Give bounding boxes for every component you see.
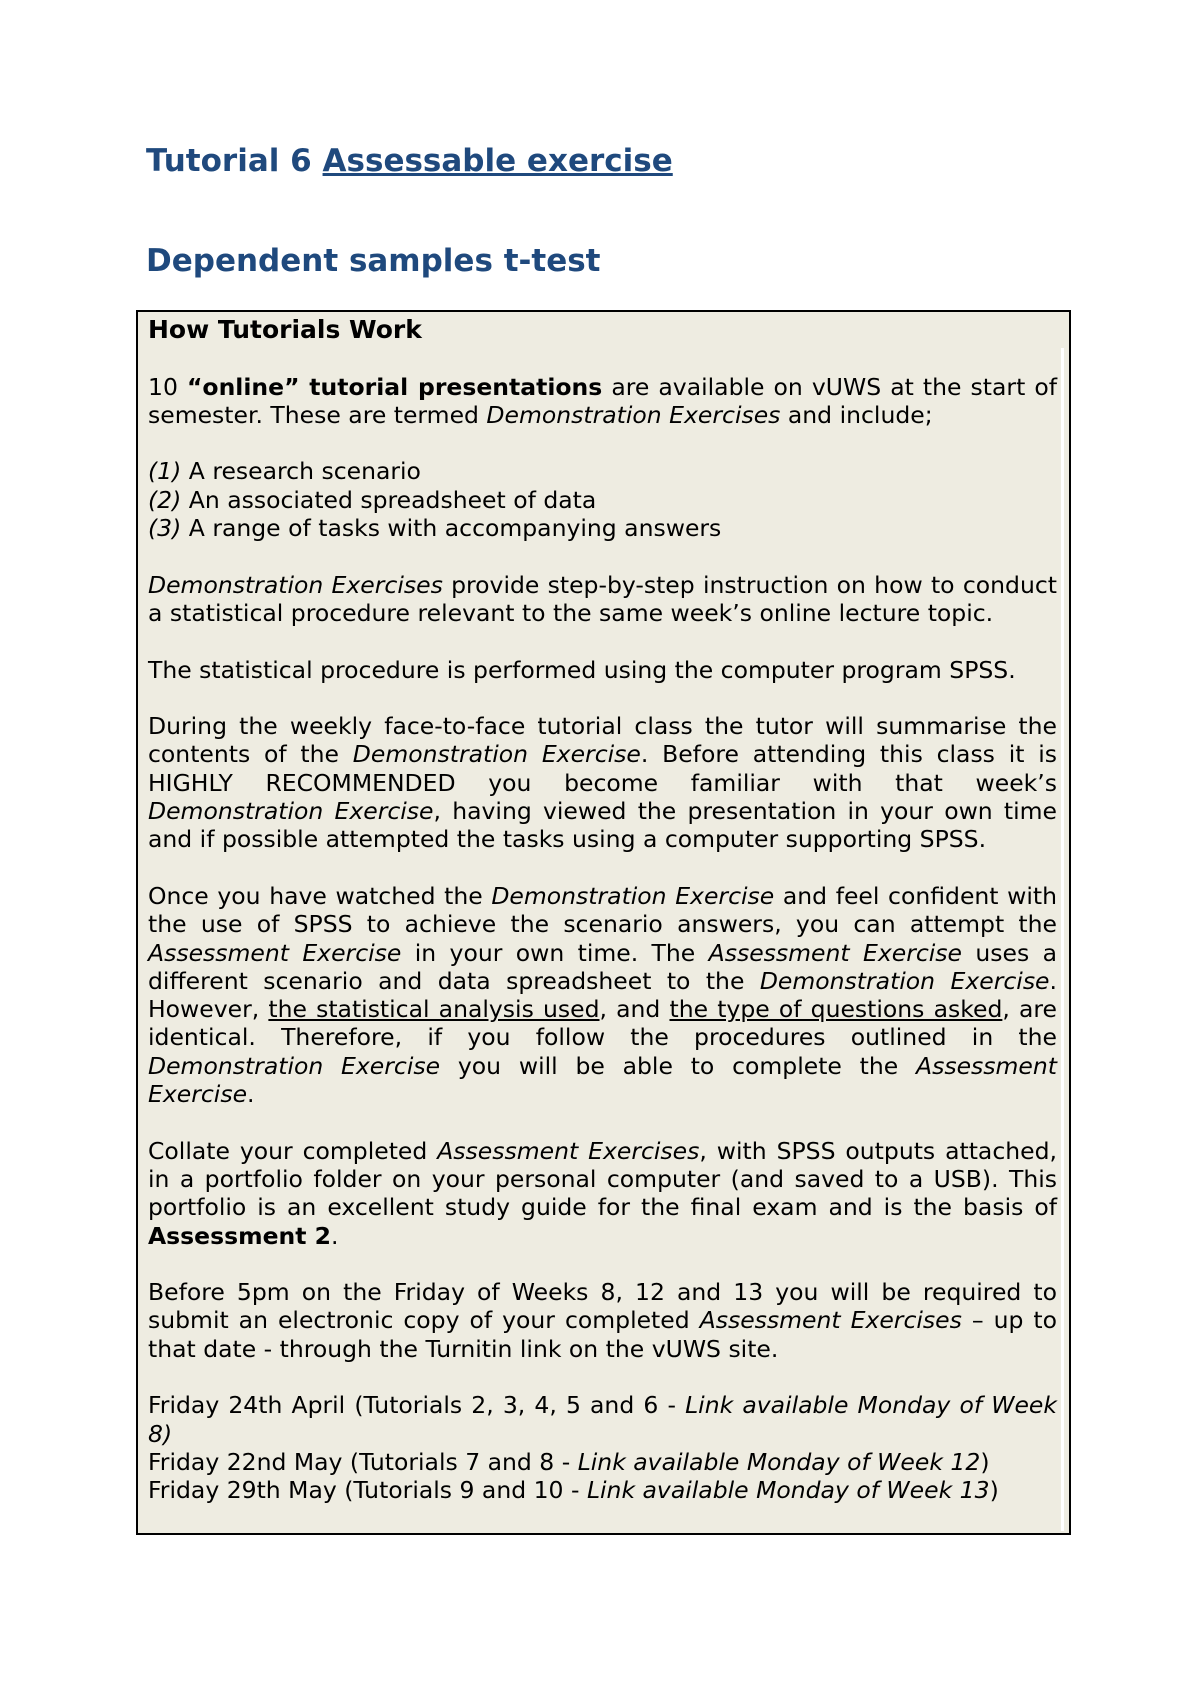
box-inner-rule [1061,348,1064,1531]
paragraph-portfolio: Collate your completed Assessment Exercises, with SPSS outputs attached, in a portfolio folder on your personal computer (and saved to a USB). This portfolio is an excellent study guide for the final exam and is the basis of Assessment 2. [148,1136,1057,1250]
list-item: (3) A range of tasks with accompanying answers [148,514,722,543]
paragraph-demonstration: Demonstration Exercises provide step-by-step instruction on how to conduct a statistical procedure relevant to the same week’s online lecture topic. [148,570,1057,627]
due-date-item: Friday 22nd May (Tutorials 7 and 8 - Link available Monday of Week 12) [148,1447,990,1476]
numbered-list [148,457,1057,542]
how-tutorials-work-box [136,310,1071,1535]
list-item: (1) A research scenario [148,457,421,486]
paragraph-submission: Before 5pm on the Friday of Weeks 8, 12 and 13 you will be required to submit an electronic copy of your completed Assessment Exercises – up to that date - through the Turnitin link on the vUWS site. [148,1278,1057,1363]
paragraph-spss: The statistical procedure is performed using the computer program SPSS. [148,655,1016,684]
title-prefix: Tutorial 6 [146,143,312,179]
due-date-item: Friday 29th May (Tutorials 9 and 10 - Link available Monday of Week 13) [148,1476,999,1505]
document-subtitle: Dependent samples t-test [146,243,601,279]
list-item: (2) An associated spreadsheet of data [148,485,597,514]
assessable-exercise-link[interactable]: Assessable exercise [322,143,673,179]
document-title [146,143,673,179]
paragraph-weekly-class: During the weekly face-to-face tutorial class the tutor will summarise the contents of the Demonstration Exercise. Before attending this class it is HIGHLY RECOMMENDED you become familiar with that week’s Demonstration Exercise, having viewed the presentation in your own time and if possible attempted the tasks using a computer supporting SPSS. [148,712,1058,854]
due-date-item: Friday 24th April (Tutorials 2, 3, 4, 5 and 6 - Link available Monday of Week 8) [148,1391,1057,1448]
paragraph-intro: 10 “online” tutorial presentations are available on vUWS at the start of semester. These are termed Demonstration Exercises and include; [148,372,1058,429]
paragraph-assessment: Once you have watched the Demonstration Exercise and feel confident with the use of SPSS to achieve the scenario answers, you can attempt the Assessment Exercise in your own time. The Assessment Exercise uses a different scenario and data spreadsheet to the Demonstration Exercise. However, the statistical analysis used, and the type of questions asked, are identical. Therefore, if you follow the procedures outlined in the Demonstration Exercise you will be able to complete the Assessment Exercise. [148,881,1058,1109]
box-title: How Tutorials Work [148,315,422,344]
